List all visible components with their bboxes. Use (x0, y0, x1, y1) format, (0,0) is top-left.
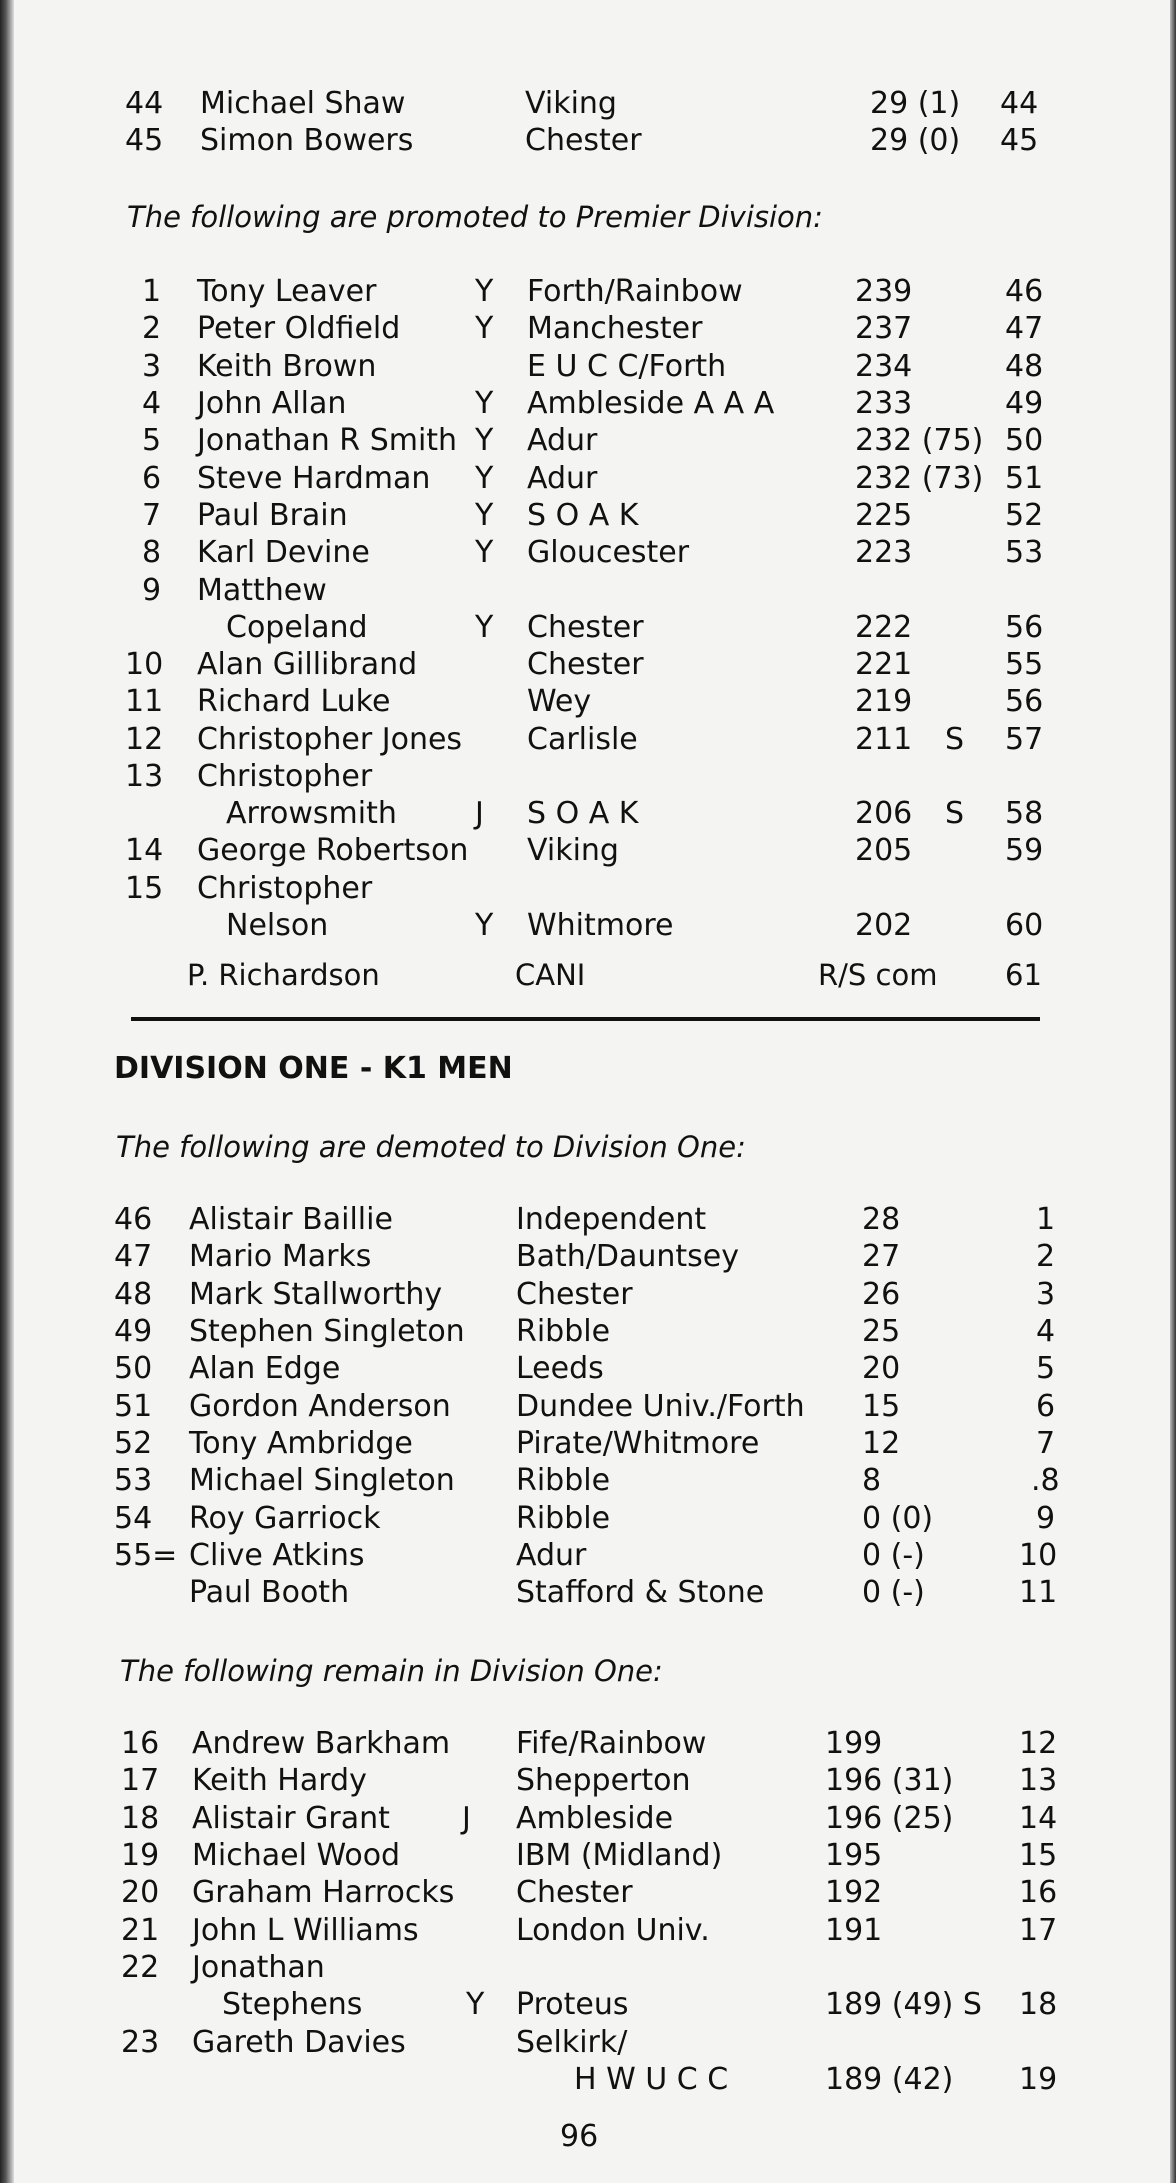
rank: 15 (1019, 1838, 1058, 1873)
position: 6 (142, 461, 162, 496)
club: Pirate/Whitmore (516, 1426, 760, 1461)
score: 189 (42) (825, 2062, 954, 2097)
competitor-name: Tony Ambridge (189, 1426, 413, 1461)
rank: 55 (1005, 647, 1044, 682)
rank: 50 (1005, 423, 1044, 458)
club: Adur (527, 461, 598, 496)
position: 21 (121, 1913, 160, 1948)
competitor-name: Mark Stallworthy (189, 1277, 443, 1312)
score: 15 (862, 1389, 901, 1424)
score: 8 (862, 1463, 882, 1498)
score: 221 (855, 647, 913, 682)
score: 225 (855, 498, 913, 533)
rank: 14 (1019, 1801, 1058, 1836)
competitor-name: Michael Shaw (200, 86, 406, 121)
competitor-name: Michael Wood (192, 1838, 401, 1873)
competitor-name: Alistair Baillie (189, 1202, 393, 1237)
competitor-name: John L Williams (192, 1913, 419, 1948)
rank: 51 (1005, 461, 1044, 496)
position: 11 (125, 684, 164, 719)
rank: 59 (1005, 833, 1044, 868)
club: IBM (Midland) (516, 1838, 723, 1873)
rank: 6 (1036, 1389, 1056, 1424)
position: 48 (114, 1277, 153, 1312)
competitor-name: Clive Atkins (189, 1538, 365, 1573)
competitor-name: George Robertson (197, 833, 469, 868)
club: Proteus (516, 1987, 629, 2022)
position: 18 (121, 1801, 160, 1836)
demoted-heading: The following are demoted to Division One: (116, 1130, 746, 1164)
score: 27 (862, 1239, 901, 1274)
club: Chester (527, 647, 644, 682)
competitor-name: Roy Garriock (189, 1501, 381, 1536)
score: 25 (862, 1314, 901, 1349)
club: Stafford & Stone (516, 1575, 765, 1610)
category: Y (475, 423, 494, 458)
score: 239 (855, 274, 913, 309)
club: Chester (516, 1875, 633, 1910)
competitor-name: Gordon Anderson (189, 1389, 451, 1424)
rank: 7 (1036, 1426, 1056, 1461)
competitor-name: Paul Brain (197, 498, 348, 533)
rank: 18 (1019, 1987, 1058, 2022)
club: Ribble (516, 1501, 611, 1536)
club: Ribble (516, 1314, 611, 1349)
rank: 53 (1005, 535, 1044, 570)
remain-heading: The following remain in Division One: (120, 1654, 663, 1688)
position: 10 (125, 647, 164, 682)
position: 52 (114, 1426, 153, 1461)
score: 189 (49) S (825, 1987, 982, 2022)
competitor-name: Karl Devine (197, 535, 370, 570)
rank: .8 (1031, 1463, 1060, 1498)
rank: 3 (1036, 1277, 1056, 1312)
club: E U C C/Forth (527, 349, 727, 384)
position: 13 (125, 759, 164, 794)
club: CANI (515, 958, 586, 992)
position: 46 (114, 1202, 153, 1237)
rank: 5 (1036, 1351, 1056, 1386)
category: Y (475, 498, 494, 533)
score: 29 (0) (870, 123, 961, 158)
competitor-name: Tony Leaver (197, 274, 377, 309)
competitor-name: Paul Booth (189, 1575, 350, 1610)
position: 54 (114, 1501, 153, 1536)
club: Forth/Rainbow (527, 274, 743, 309)
position: 23 (121, 2025, 160, 2060)
rank: 52 (1005, 498, 1044, 533)
club: Ribble (516, 1463, 611, 1498)
competitor-name: Michael Singleton (189, 1463, 455, 1498)
rank: 4 (1036, 1314, 1056, 1349)
position: 53 (114, 1463, 153, 1498)
score: 28 (862, 1202, 901, 1237)
score: 211 (855, 722, 913, 757)
competitor-name: Simon Bowers (200, 123, 414, 158)
rank: 19 (1019, 2062, 1058, 2097)
competitor-name: Graham Harrocks (192, 1875, 455, 1910)
club: S O A K (527, 498, 639, 533)
rank: 56 (1005, 610, 1044, 645)
score: 196 (25) (825, 1801, 954, 1836)
position: 45 (125, 123, 164, 158)
position: 19 (121, 1838, 160, 1873)
rank: 49 (1005, 386, 1044, 421)
score: 232 (75) (855, 423, 984, 458)
competitor-name: Alan Gillibrand (197, 647, 418, 682)
competitor-name: Keith Brown (197, 349, 377, 384)
position: 1 (142, 274, 162, 309)
competitor-name: Matthew (197, 573, 327, 608)
score: 233 (855, 386, 913, 421)
competitor-name-continued: Stephens (222, 1987, 363, 2022)
club: Independent (516, 1202, 707, 1237)
sprint-flag: S (945, 796, 965, 831)
club: Shepperton (516, 1763, 691, 1798)
club: Bath/Dauntsey (516, 1239, 739, 1274)
category: Y (475, 386, 494, 421)
score: R/S com (818, 958, 938, 992)
club: Viking (527, 833, 619, 868)
competitor-name: Jonathan R Smith (197, 423, 458, 458)
category: Y (475, 461, 494, 496)
club: Whitmore (527, 908, 674, 943)
category: Y (475, 908, 494, 943)
competitor-name: Jonathan (192, 1950, 325, 1985)
club-continued: H W U C C (574, 2062, 729, 2097)
competitor-name-continued: Nelson (226, 908, 329, 943)
score: 195 (825, 1838, 883, 1873)
section-divider (131, 1017, 1040, 1021)
club: S O A K (527, 796, 639, 831)
position: 20 (121, 1875, 160, 1910)
club: Manchester (527, 311, 703, 346)
competitor-name: Richard Luke (197, 684, 391, 719)
club: Dundee Univ./Forth (516, 1389, 805, 1424)
competitor-name: Andrew Barkham (192, 1726, 451, 1761)
club: Adur (527, 423, 598, 458)
score: 202 (855, 908, 913, 943)
club: Wey (527, 684, 592, 719)
rank: 10 (1019, 1538, 1058, 1573)
score: 196 (31) (825, 1763, 954, 1798)
rank: 13 (1019, 1763, 1058, 1798)
rank: 2 (1036, 1239, 1056, 1274)
position: 50 (114, 1351, 153, 1386)
position: 51 (114, 1389, 153, 1424)
score: 219 (855, 684, 913, 719)
rank: 1 (1036, 1202, 1056, 1237)
competitor-name: Peter Oldfield (197, 311, 401, 346)
club: Fife/Rainbow (516, 1726, 707, 1761)
sprint-flag: S (945, 722, 965, 757)
rank: 58 (1005, 796, 1044, 831)
score: 0 (0) (862, 1501, 934, 1536)
rank: 44 (1000, 86, 1039, 121)
club: Ambleside A A A (527, 386, 775, 421)
competitor-name: Steve Hardman (197, 461, 431, 496)
score: 0 (-) (862, 1538, 925, 1573)
score: 192 (825, 1875, 883, 1910)
position: 7 (142, 498, 162, 533)
score: 234 (855, 349, 913, 384)
position: 4 (142, 386, 162, 421)
position: 16 (121, 1726, 160, 1761)
position: 2 (142, 311, 162, 346)
club: Chester (516, 1277, 633, 1312)
rank: 60 (1005, 908, 1044, 943)
club: Selkirk/ (516, 2025, 628, 2060)
competitor-name: Alan Edge (189, 1351, 341, 1386)
position: 8 (142, 535, 162, 570)
category: Y (466, 1987, 485, 2022)
category: Y (475, 535, 494, 570)
rank: 17 (1019, 1913, 1058, 1948)
competitor-name: Christopher (197, 871, 373, 906)
competitor-name: Christopher Jones (197, 722, 463, 757)
category: Y (475, 610, 494, 645)
division-heading: DIVISION ONE - K1 MEN (114, 1051, 513, 1086)
rank: 16 (1019, 1875, 1058, 1910)
competitor-name: Alistair Grant (192, 1801, 390, 1836)
category: Y (475, 311, 494, 346)
competitor-name: Gareth Davies (192, 2025, 406, 2060)
competitor-name: P. Richardson (187, 958, 380, 992)
score: 237 (855, 311, 913, 346)
club: Ambleside (516, 1801, 674, 1836)
page-number: 96 (560, 2119, 599, 2154)
score: 0 (-) (862, 1575, 925, 1610)
club: Chester (527, 610, 644, 645)
position: 15 (125, 871, 164, 906)
score: 205 (855, 833, 913, 868)
club: Viking (525, 86, 617, 121)
rank: 61 (1005, 958, 1042, 992)
competitor-name-continued: Copeland (226, 610, 368, 645)
rank: 56 (1005, 684, 1044, 719)
score: 232 (73) (855, 461, 984, 496)
score: 223 (855, 535, 913, 570)
rank: 48 (1005, 349, 1044, 384)
position: 3 (142, 349, 162, 384)
score: 26 (862, 1277, 901, 1312)
rank: 46 (1005, 274, 1044, 309)
position: 12 (125, 722, 164, 757)
position: 14 (125, 833, 164, 868)
club: Chester (525, 123, 642, 158)
rank: 9 (1036, 1501, 1056, 1536)
score: 20 (862, 1351, 901, 1386)
rank: 11 (1019, 1575, 1058, 1610)
club: London Univ. (516, 1913, 710, 1948)
position: 17 (121, 1763, 160, 1798)
score: 12 (862, 1426, 901, 1461)
position: 49 (114, 1314, 153, 1349)
club: Adur (516, 1538, 587, 1573)
rank: 47 (1005, 311, 1044, 346)
promoted-heading: The following are promoted to Premier Division: (127, 200, 823, 234)
score: 222 (855, 610, 913, 645)
position: 55= (114, 1538, 178, 1573)
rank: 45 (1000, 123, 1039, 158)
score: 191 (825, 1913, 883, 1948)
score: 206 (855, 796, 913, 831)
rank: 57 (1005, 722, 1044, 757)
competitor-name-continued: Arrowsmith (226, 796, 397, 831)
club: Carlisle (527, 722, 638, 757)
score: 199 (825, 1726, 883, 1761)
competitor-name: Christopher (197, 759, 373, 794)
position: 5 (142, 423, 162, 458)
category: J (475, 796, 484, 831)
club: Leeds (516, 1351, 604, 1386)
position: 9 (142, 573, 162, 608)
competitor-name: Keith Hardy (192, 1763, 367, 1798)
rank: 12 (1019, 1726, 1058, 1761)
category: J (462, 1801, 471, 1836)
score: 29 (1) (870, 86, 961, 121)
competitor-name: Stephen Singleton (189, 1314, 465, 1349)
position: 44 (125, 86, 164, 121)
position: 47 (114, 1239, 153, 1274)
category: Y (475, 274, 494, 309)
position: 22 (121, 1950, 160, 1985)
competitor-name: John Allan (197, 386, 347, 421)
competitor-name: Mario Marks (189, 1239, 372, 1274)
club: Gloucester (527, 535, 690, 570)
